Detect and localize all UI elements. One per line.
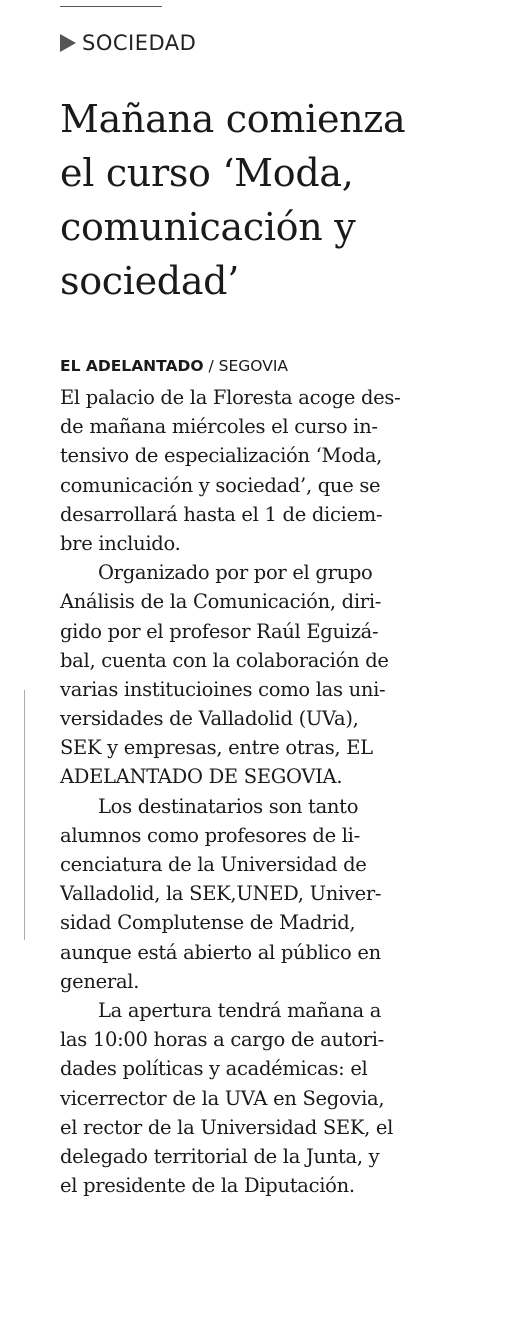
article-line: general. <box>60 969 140 993</box>
article-line: dades políticas y académicas: el <box>60 1057 368 1081</box>
headline-line: sociedad’ <box>60 259 239 303</box>
article-line: cenciatura de la Universidad de <box>60 853 367 876</box>
article-line: SEK y empresas, entre otras, EL <box>60 736 373 760</box>
article-line: Análisis de la Comunicación, diri- <box>60 590 382 614</box>
article-line: el rector de la Universidad SEK, el <box>60 1115 394 1139</box>
article-line: gido por el profesor Raúl Eguizá- <box>60 619 379 643</box>
article-line: el presidente de la Diputación. <box>60 1174 355 1198</box>
article-line: sidad Complutense de Madrid, <box>60 911 356 935</box>
article-line: delegado territorial de la Junta, y <box>60 1144 380 1168</box>
byline <box>60 357 288 375</box>
article-line: tensivo de especialización ‘Moda, <box>60 444 383 468</box>
headline <box>60 92 500 308</box>
byline-separator: / <box>203 357 219 375</box>
article-line: las 10:00 horas a cargo de autori- <box>60 1028 384 1052</box>
byline-source: EL ADELANTADO <box>60 357 204 375</box>
headline-line: el curso ‘Moda, <box>60 151 354 195</box>
article-line: ADELANTADO DE SEGOVIA. <box>60 765 343 789</box>
article-line: varias institucioines como las uni- <box>60 677 386 701</box>
article-line: Organizado por por el grupo <box>98 561 373 585</box>
article-line: El palacio de la Floresta acoge des- <box>60 386 401 409</box>
headline-line: comunicación y <box>60 205 356 249</box>
article-line: bre incluido. <box>60 531 181 555</box>
article-line: aunque está abierto al público en <box>60 940 381 964</box>
triangle-right-icon <box>60 34 76 52</box>
section-label: SOCIEDAD <box>82 31 197 55</box>
headline-line: Mañana comienza <box>60 97 406 141</box>
article-line: alumnos como profesores de li- <box>60 823 360 847</box>
article-line: de mañana miércoles el curso in- <box>60 415 378 439</box>
article-line: versidades de Valladolid (UVa), <box>60 707 359 731</box>
article-line: vicerrector de la UVA en Segovia, <box>60 1086 385 1110</box>
article-line: Valladolid, la SEK,UNED, Univer- <box>60 882 382 906</box>
section-header <box>60 31 196 55</box>
article-body <box>60 383 508 1200</box>
article-line: comunicación y sociedad’, que se <box>60 473 381 497</box>
byline-location: SEGOVIA <box>218 357 289 375</box>
article-line: desarrollará hasta el 1 de diciem- <box>60 502 383 526</box>
article-line: bal, cuenta con la colaboración de <box>60 648 389 672</box>
article-line: La apertura tendrá mañana a <box>98 998 382 1022</box>
top-rule <box>60 6 162 7</box>
margin-mark <box>24 690 25 940</box>
article-line: Los destinatarios son tanto <box>98 794 359 818</box>
